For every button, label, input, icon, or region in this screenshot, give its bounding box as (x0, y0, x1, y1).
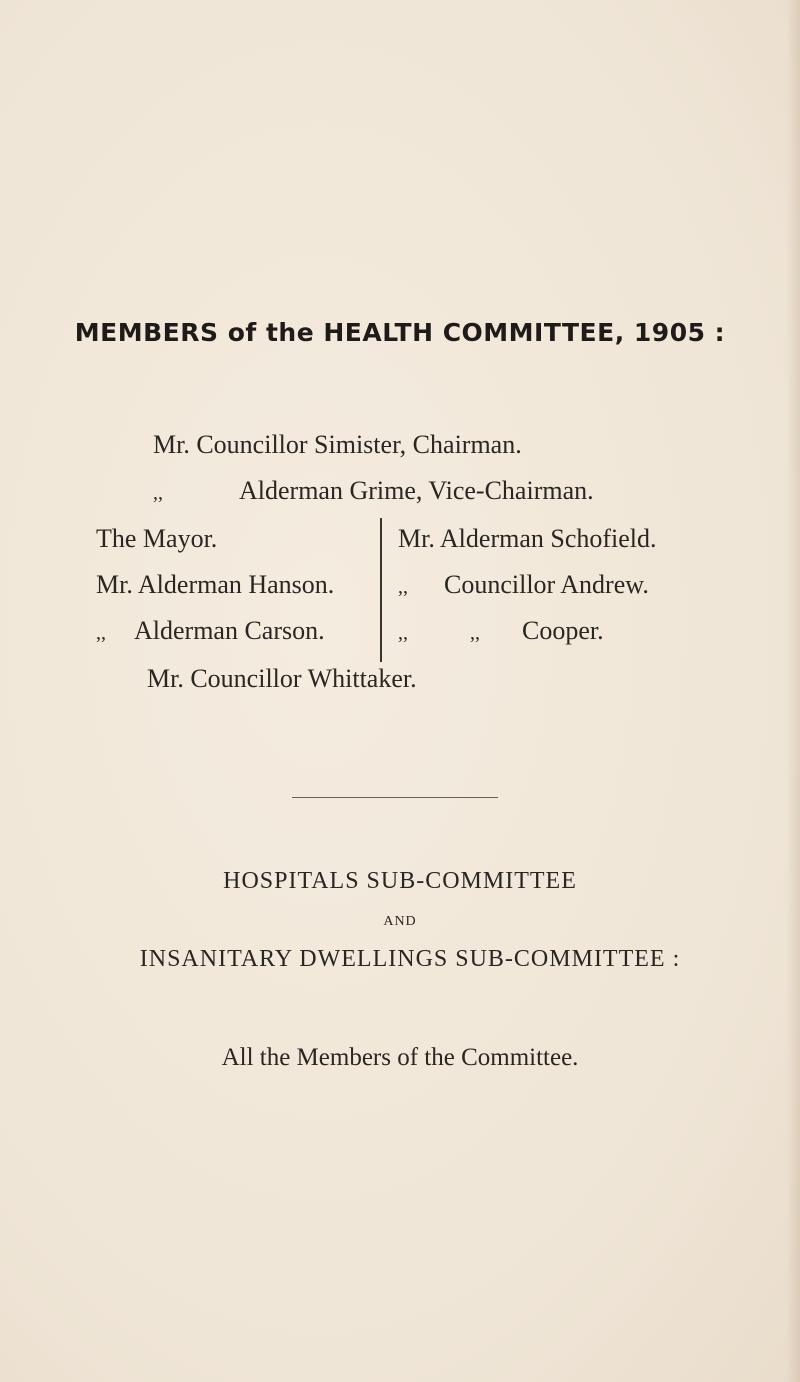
member-name: Cooper. (522, 616, 604, 645)
left-member-3 (96, 616, 325, 646)
subcommittee-conjunction: AND (383, 914, 417, 929)
footer-note: All the Members of the Committee. (221, 1044, 579, 1071)
ditto-mark: ,, (153, 482, 163, 504)
horizontal-rule (292, 797, 498, 798)
column-divider (380, 518, 382, 662)
chairman-line (153, 430, 522, 460)
left-member-1 (96, 524, 217, 554)
page-edge-shadow (786, 0, 800, 1382)
right-member-1 (398, 524, 657, 554)
page-title: MEMBERS of the HEALTH COMMITTEE, 1905 : (74, 318, 726, 347)
member-name: The Mayor. (96, 524, 218, 553)
subcommittee-title-1: HOSPITALS SUB-COMMITTEE (223, 868, 577, 894)
right-member-3 (398, 616, 604, 646)
member-name: Councillor Andrew. (444, 570, 649, 599)
vice-chairman-text: Alderman Grime, Vice-Chairman. (239, 476, 594, 505)
left-member-2 (96, 570, 334, 600)
member-name: Alderman Carson. (134, 616, 325, 645)
vice-chairman-line (153, 476, 594, 506)
ditto-mark: ,, (398, 622, 408, 644)
ditto-mark: ,, (470, 622, 480, 644)
member-name: Mr. Alderman Hanson. (96, 570, 335, 599)
last-member-line: Mr. Councillor Whittaker. (147, 664, 417, 693)
ditto-mark: ,, (398, 576, 408, 598)
ditto-mark: ,, (96, 622, 106, 644)
subcommittee-title-2: INSANITARY DWELLINGS SUB-COMMITTEE : (139, 946, 681, 972)
right-member-2 (398, 570, 649, 600)
chairman-text: Mr. Councillor Simister, Chairman. (153, 430, 522, 459)
member-name: Mr. Alderman Schofield. (398, 524, 657, 553)
